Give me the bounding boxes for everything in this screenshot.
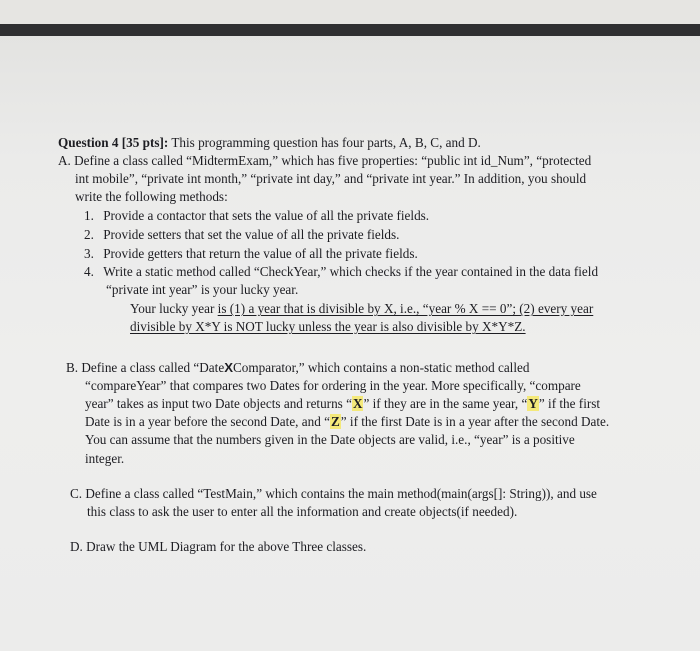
- part-b-text-3a: year” takes as input two Date objects and returns “: [85, 396, 352, 411]
- part-c-line-2: this class to ask the user to enter all the information and create objects(if needed).: [87, 504, 518, 519]
- question-intro: This programming question has four parts, A, B, C, and D.: [171, 135, 481, 150]
- method-item-text: Provide a contactor that sets the value of all the private fields.: [103, 208, 430, 223]
- lucky-year-line-2: divisible by X*Y is NOT lucky unless the year is also divisible by X*Y*Z.: [130, 319, 526, 334]
- dark-header-bar: [0, 24, 700, 36]
- method-item-2: [84, 226, 399, 243]
- part-b-text-3c: ” if the first: [538, 396, 601, 411]
- method-item-4-continued: “private int year” is your lucky year.: [106, 282, 299, 297]
- part-d-line-1: [70, 538, 366, 555]
- part-b-line-4: [85, 413, 609, 430]
- lucky-year-prefix: Your lucky year: [130, 301, 218, 316]
- method-item-text: Write a static method called “CheckYear,” which checks if the year contained in the data field: [103, 264, 599, 279]
- part-b-line-1: [66, 359, 529, 376]
- part-b-text-3b: ” if they are in the same year, “: [363, 396, 528, 411]
- part-c-line-1: [70, 485, 597, 502]
- part-c-text-1: Define a class called “TestMain,” which contains the main method(main(args[]: String)), and use: [85, 486, 597, 501]
- method-item-4: [84, 263, 598, 280]
- method-item-number: 2.: [84, 227, 94, 242]
- part-b-text-4a: Date is in a year before the second Date, and “: [85, 414, 330, 429]
- method-item-number: 1.: [84, 208, 94, 223]
- part-a-line-3: write the following methods:: [75, 189, 228, 204]
- question-heading: Question 4 [35 pts]:: [58, 135, 169, 150]
- part-a-text-1: Define a class called “MidtermExam,” which has five properties: “public int id_Num”, “protected: [74, 153, 592, 168]
- highlight-z: Z: [330, 414, 340, 429]
- method-item-text: Provide setters that set the value of all the private fields.: [103, 227, 400, 242]
- part-a-letter: A.: [58, 153, 71, 168]
- method-item-1: [84, 207, 429, 224]
- part-c-letter: C.: [70, 486, 83, 501]
- part-b-letter: B.: [66, 360, 79, 375]
- part-b-line-5: You can assume that the numbers given in the Date objects are valid, i.e., “year” is a positive: [85, 432, 575, 447]
- part-b-line-6: integer.: [85, 451, 125, 466]
- lucky-year-line-1: [130, 300, 593, 317]
- question-header: [58, 134, 481, 151]
- part-a-line-2: int mobile”, “private int month,” “private int day,” and “private int year.” In addition, you should: [75, 171, 587, 186]
- part-d-text-1: Draw the UML Diagram for the above Three classes.: [86, 539, 367, 554]
- part-b-text-1b: Comparator,” which contains a non-static method called: [232, 360, 530, 375]
- part-b-line-2: “compareYear” that compares two Dates for ordering in the year. More specifically, “compare: [85, 378, 581, 393]
- exam-paper: [0, 36, 700, 651]
- part-a-line-1: [58, 152, 591, 169]
- part-b-text-4b: ” if the first Date is in a year after the second Date.: [340, 414, 610, 429]
- part-b-text-1a: Define a class called “Date: [81, 360, 225, 375]
- part-b-line-3: [85, 395, 600, 412]
- part-d-letter: D.: [70, 539, 83, 554]
- lucky-year-rule-1: is (1) a year that is divisible by X, i.e., “year % X == 0”; (2) every year: [217, 301, 594, 316]
- method-item-text: Provide getters that return the value of all the private fields.: [103, 246, 418, 261]
- part-b-bold-x: X: [224, 360, 233, 375]
- method-item-number: 3.: [84, 246, 94, 261]
- highlight-x: X: [352, 396, 363, 411]
- method-item-number: 4.: [84, 264, 94, 279]
- method-item-3: [84, 245, 418, 262]
- photo-top-edge: [0, 0, 700, 24]
- highlight-y: Y: [528, 396, 538, 411]
